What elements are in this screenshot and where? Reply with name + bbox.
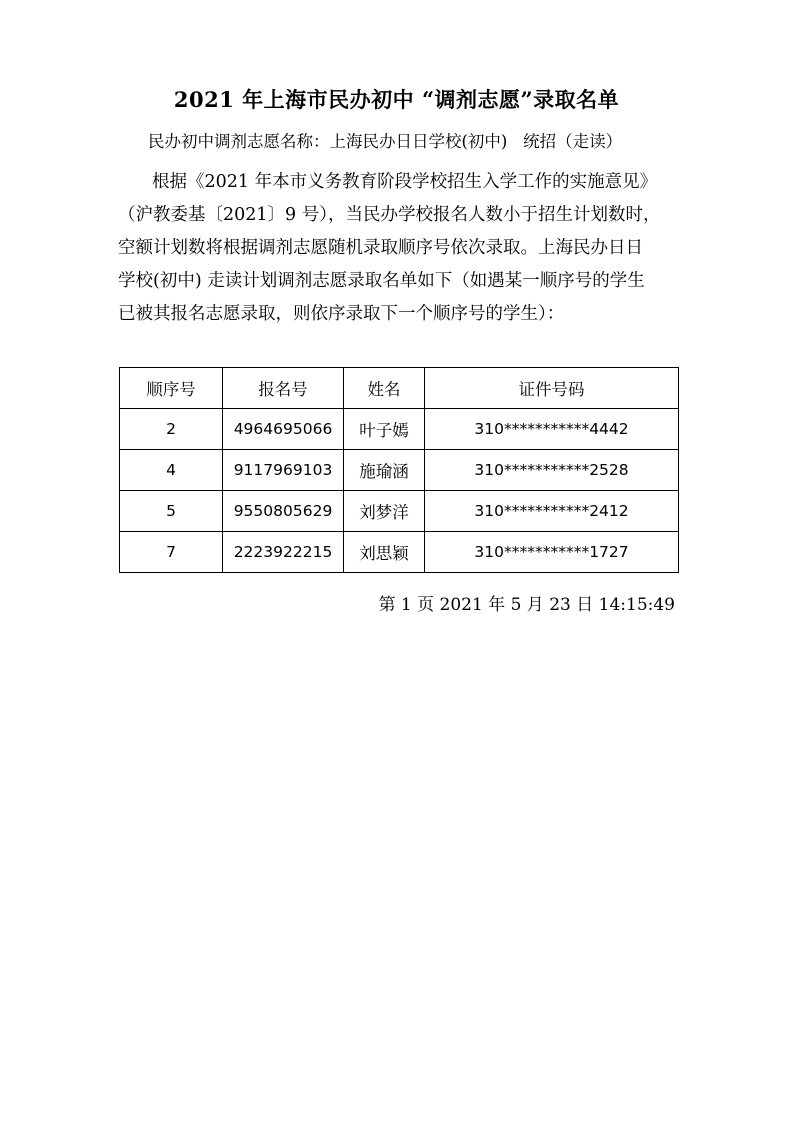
page-title: 2021 年上海市民办初中 “调剂志愿”录取名单 xyxy=(173,87,620,112)
registration-cell: 4964695066 xyxy=(223,409,344,450)
registration-cell: 9550805629 xyxy=(223,491,344,532)
paragraph-line: （沪教委基〔2021〕9 号），当民办学校报名人数小于招生计划数时， xyxy=(118,205,661,225)
sequence-cell: 5 xyxy=(120,491,223,532)
column-header-id-number: 证件号码 xyxy=(425,368,679,409)
sequence-cell: 2 xyxy=(120,409,223,450)
table-row xyxy=(120,450,679,491)
student-name-cell: 施瑜涵 xyxy=(344,450,425,491)
student-name-cell: 刘思颖 xyxy=(344,532,425,573)
paragraph-line: 空额计划数将根据调剂志愿随机录取顺序号依次录取。上海民办日日 xyxy=(118,238,643,258)
intro-paragraph xyxy=(118,166,683,331)
adjustment-school-name: 民办初中调剂志愿名称：上海民办日日学校(初中) 统招（走读） xyxy=(148,132,623,151)
paragraph-line: 学校(初中) 走读计划调剂志愿录取名单如下（如遇某一顺序号的学生 xyxy=(118,271,645,291)
column-header-name: 姓名 xyxy=(344,368,425,409)
paragraph-line: 已被其报名志愿录取，则依序录取下一个顺序号的学生）： xyxy=(118,304,565,324)
sequence-cell: 4 xyxy=(120,450,223,491)
id-number-cell: 310***********1727 xyxy=(425,532,679,573)
table-row xyxy=(120,491,679,532)
admission-table xyxy=(119,367,679,573)
page-footer-timestamp: 第 1 页 2021 年 5 月 23 日 14:15:49 xyxy=(378,595,675,615)
column-header-registration: 报名号 xyxy=(223,368,344,409)
id-number-cell: 310***********2412 xyxy=(425,491,679,532)
column-header-sequence: 顺序号 xyxy=(120,368,223,409)
table-row xyxy=(120,409,679,450)
student-name-cell: 叶子嫣 xyxy=(344,409,425,450)
registration-cell: 9117969103 xyxy=(223,450,344,491)
sequence-cell: 7 xyxy=(120,532,223,573)
id-number-cell: 310***********2528 xyxy=(425,450,679,491)
table-header-row xyxy=(120,368,679,409)
id-number-cell: 310***********4442 xyxy=(425,409,679,450)
student-name-cell: 刘梦洋 xyxy=(344,491,425,532)
table-row xyxy=(120,532,679,573)
paragraph-line: 根据《2021 年本市义务教育阶段学校招生入学工作的实施意见》 xyxy=(152,172,658,192)
registration-cell: 2223922215 xyxy=(223,532,344,573)
